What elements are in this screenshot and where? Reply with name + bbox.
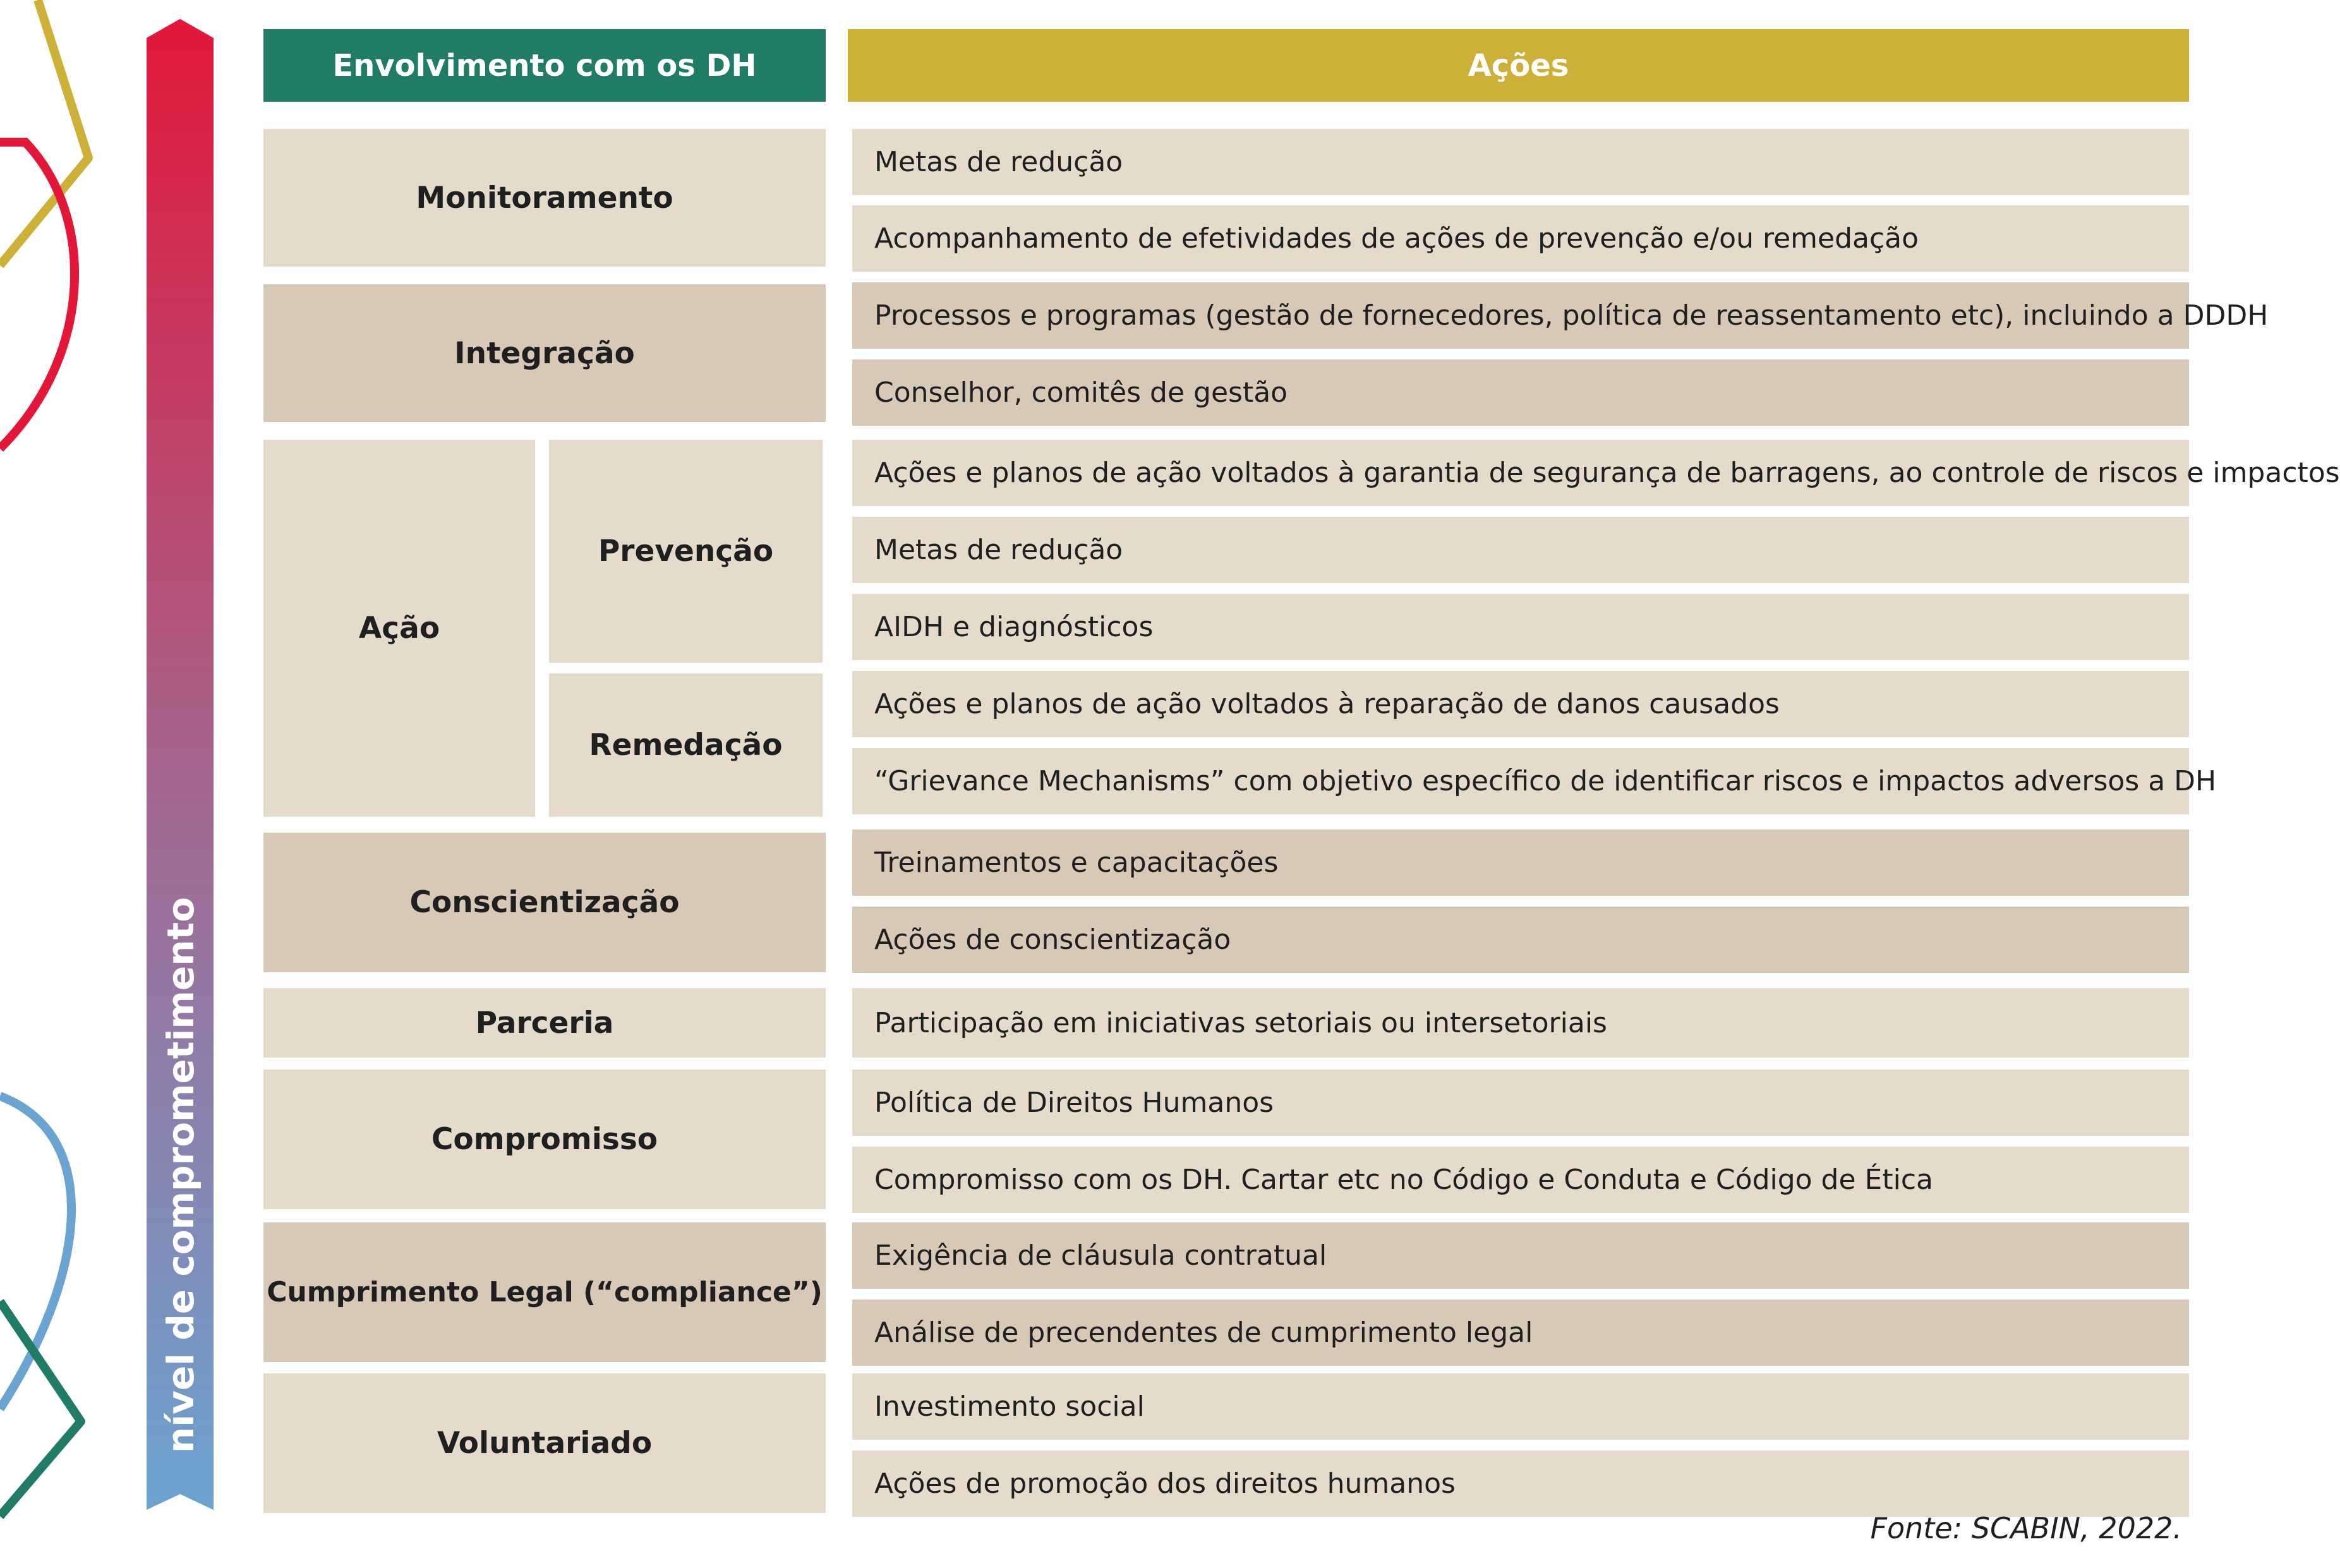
level-prevencao: Prevenção [549,440,823,663]
action-item: Metas de redução [852,517,2189,583]
level-parceria: Parceria [263,988,826,1058]
level-compromisso: Compromisso [263,1070,826,1209]
action-item: Investimento social [852,1373,2189,1440]
action-item: Ações de conscientização [852,907,2189,973]
level-voluntariado: Voluntariado [263,1373,826,1513]
action-item: Política de Direitos Humanos [852,1070,2189,1136]
action-item: Treinamentos e capacitações [852,829,2189,896]
action-item: Ações e planos de ação voltados à reparação de danos causados [852,671,2189,737]
action-item: AIDH e diagnósticos [852,594,2189,660]
level-integracao: Integração [263,284,826,422]
action-item: Conselhor, comitês de gestão [852,359,2189,426]
action-item: Compromisso com os DH. Cartar etc no Código e Conduta e Código de Ética [852,1147,2189,1213]
action-item: “Grievance Mechanisms” com objetivo específico de identificar riscos e impactos adversos a DH [852,748,2189,814]
action-item: Metas de redução [852,129,2189,195]
level-conscientizacao: Conscientização [263,833,826,972]
header-actions: Ações [848,29,2189,102]
action-item: Análise de precendentes de cumprimento legal [852,1300,2189,1366]
action-item: Acompanhamento de efetividades de ações de prevenção e/ou remedação [852,205,2189,272]
action-item: Processos e programas (gestão de fornecedores, política de reassentamento etc), incluindo a DDDH [852,282,2189,349]
level-monitoramento: Monitoramento [263,129,826,267]
level-acao: Ação [263,440,535,817]
source-citation: Fonte: SCABIN, 2022. [1870,1511,2182,1545]
action-item: Ações de promoção dos direitos humanos [852,1450,2189,1517]
header-engagement: Envolvimento com os DH [263,29,826,102]
commitment-level-label: nível de comprometimento [159,896,202,1453]
action-item: Exigência de cláusula contratual [852,1222,2189,1289]
level-remedacao: Remedação [549,673,823,817]
action-item: Participação em iniciativas setoriais ou intersetoriais [852,988,2189,1058]
action-item: Ações e planos de ação voltados à garantia de segurança de barragens, ao controle de riscos e impactos [852,440,2189,506]
yellow-curve-decoration [0,0,88,265]
level-cumprimento-legal: Cumprimento Legal (“compliance”) [263,1222,826,1362]
